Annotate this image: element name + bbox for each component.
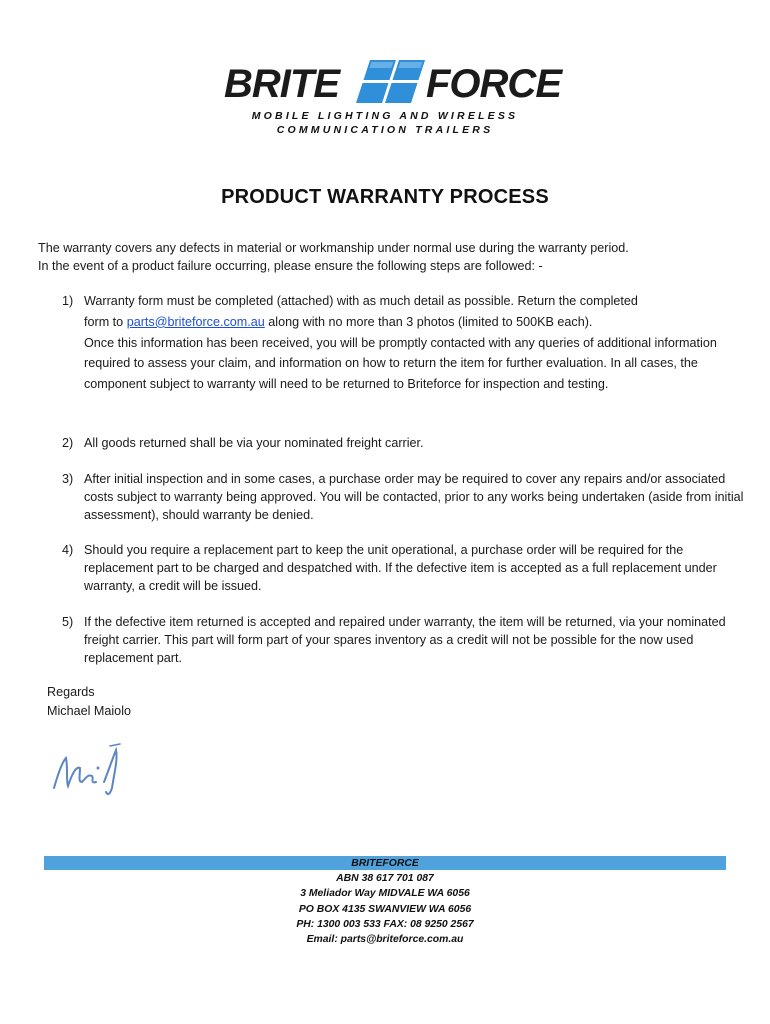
step-text bbox=[84, 291, 744, 333]
step-text-fragment: along with no more than 3 photos (limited to 500KB each). bbox=[264, 314, 593, 329]
footer-phone-fax: PH: 1300 003 533 FAX: 08 9250 2567 bbox=[296, 918, 474, 930]
step-text: After initial inspection and in some cases, a purchase order may be required to cover any repairs and/or associated costs subject to warranty being approved. You will be contacted, prior to any works being undertaken (aside from initial assessment), should warranty be denied. bbox=[84, 472, 744, 522]
footer-email: Email: parts@briteforce.com.au bbox=[306, 934, 464, 946]
intro-line: The warranty covers any defects in material or workmanship under normal use during the warranty period. bbox=[38, 241, 629, 255]
footer-address: 3 Meliador Way MIDVALE WA 6056 bbox=[300, 888, 470, 900]
step-body bbox=[84, 541, 744, 595]
step-text: If the defective item returned is accepted and repaired under warranty, the item will be returned, via your nominated freight carrier. This part will form part of your spares inventory as a credit will not be possible for the now used replacement part. bbox=[84, 615, 726, 665]
intro-paragraph bbox=[38, 239, 738, 275]
signatory-name: Michael Maiolo bbox=[47, 704, 131, 718]
step-number: 3) bbox=[62, 472, 74, 486]
step-body bbox=[84, 613, 744, 667]
footer-po-box: PO BOX 4135 SWANVIEW WA 6056 bbox=[298, 903, 472, 915]
step-text-para2: Once this information has been received, you will be promptly contacted with any queries of additional information required to assess your claim, and information on how to return the item for further evaluation. In all cases, the component subject to warranty will need to be returned to Briteforce for inspection and testing. bbox=[84, 335, 717, 392]
step-number: 5) bbox=[62, 615, 74, 629]
step-body bbox=[84, 291, 744, 395]
logo-tagline-line2: COMMUNICATION TRAILERS bbox=[276, 124, 494, 136]
footer-company: BRITEFORCE bbox=[351, 858, 419, 869]
step-body bbox=[84, 434, 744, 452]
intro-line: In the event of a product failure occurring, please ensure the following steps are followed: - bbox=[38, 259, 543, 273]
footer-contact bbox=[0, 856, 770, 947]
logo-tagline-line1: MOBILE LIGHTING AND WIRELESS bbox=[251, 110, 519, 122]
handwritten-signature bbox=[46, 738, 138, 802]
regards-text: Regards bbox=[47, 685, 95, 699]
briteforce-logo bbox=[220, 58, 568, 106]
step-text: Should you require a replacement part to keep the unit operational, a purchase order will be required for the replacement part to be charged and despatched with. If the defective item is accepted as a full replacement under warranty, a credit will be issued. bbox=[84, 543, 717, 593]
closing-block bbox=[47, 683, 131, 721]
page-title: PRODUCT WARRANTY PROCESS bbox=[221, 186, 549, 208]
step-number: 2) bbox=[62, 436, 74, 450]
email-link[interactable]: parts@briteforce.com.au bbox=[126, 314, 265, 329]
logo-brand-right: FORCE bbox=[426, 62, 561, 106]
step-text-fragment: form to bbox=[84, 314, 127, 329]
footer-abn: ABN 38 617 701 087 bbox=[336, 873, 434, 885]
step-number: 1) bbox=[62, 294, 74, 308]
logo-grid-icon bbox=[356, 60, 425, 103]
step-body bbox=[84, 470, 744, 524]
logo-brand-left: BRITE bbox=[224, 62, 339, 106]
step-text-line: Warranty form must be completed (attached) with as much detail as possible. Return the completed bbox=[84, 294, 638, 308]
step-number: 4) bbox=[62, 543, 74, 557]
step-text: All goods returned shall be via your nominated freight carrier. bbox=[84, 436, 424, 450]
